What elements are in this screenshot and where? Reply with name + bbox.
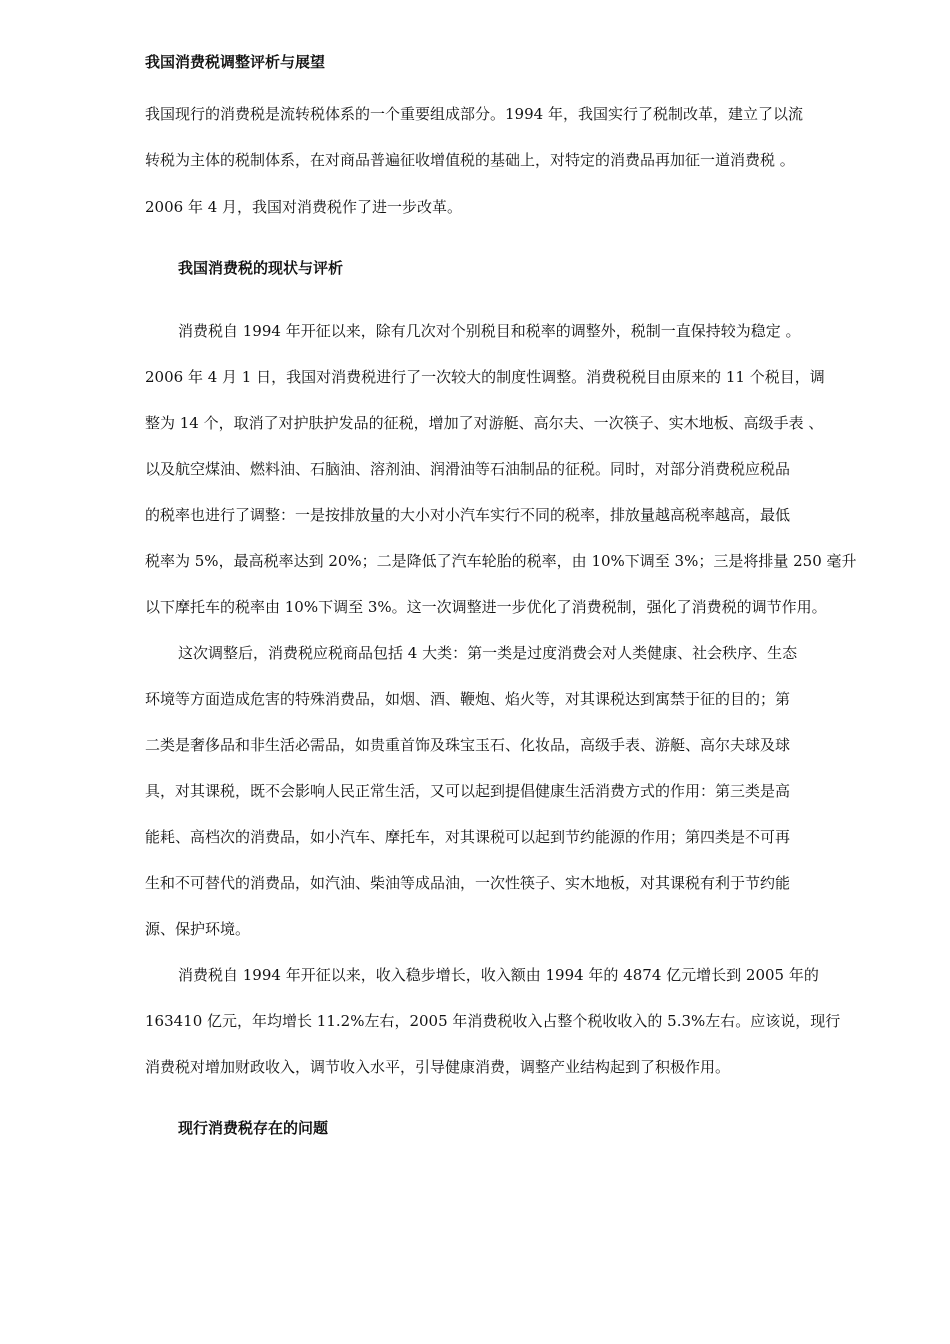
paragraph-line: 具，对其课税，既不会影响人民正常生活，又可以起到提倡健康生活消费方式的作用：第三类是高 — [145, 782, 791, 800]
intro-line: 转税为主体的税制体系，在对商品普遍征收增值税的基础上，对特定的消费品再加征一道消费税 。 — [145, 151, 795, 169]
paragraph-line: 2006 年 4 月 1 日，我国对消费税进行了一次较大的制度性调整。消费税税目由原来的 11 个税目，调 — [145, 368, 825, 386]
paragraph-line: 整为 14 个，取消了对护肤护发品的征税，增加了对游艇、高尔夫、一次筷子、实木地板、高级手表 、 — [145, 414, 824, 432]
document-title: 我国消费税调整评析与展望 — [145, 53, 326, 71]
paragraph-line: 以及航空煤油、燃料油、石脑油、溶剂油、润滑油等石油制品的征税。同时，对部分消费税应税品 — [145, 460, 791, 478]
paragraph-line: 消费税自 1994 年开征以来，收入稳步增长，收入额由 1994 年的 4874 亿元增长到 2005 年的 — [178, 966, 819, 984]
section-heading: 现行消费税存在的问题 — [178, 1119, 329, 1137]
paragraph-line: 以下摩托车的税率由 10%下调至 3%。这一次调整进一步优化了消费税制，强化了消费税的调节作用。 — [145, 598, 827, 616]
intro-line: 2006 年 4 月，我国对消费税作了进一步改革。 — [145, 198, 463, 216]
paragraph-line: 税率为 5%，最高税率达到 20%；二是降低了汽车轮胎的税率，由 10%下调至 3%；三是将排量 250 毫升 — [145, 552, 857, 570]
paragraph-line: 消费税对增加财政收入，调节收入水平，引导健康消费，调整产业结构起到了积极作用。 — [145, 1058, 731, 1076]
paragraph-line: 源、保护环境。 — [145, 920, 251, 938]
paragraph-line: 生和不可替代的消费品，如汽油、柴油等成品油，一次性筷子、实木地板，对其课税有利于节约能 — [145, 874, 791, 892]
paragraph-line: 的税率也进行了调整：一是按排放量的大小对小汽车实行不同的税率，排放量越高税率越高，最低 — [145, 506, 791, 524]
paragraph-line: 163410 亿元，年均增长 11.2%左右，2005 年消费税收入占整个税收收入的 5.3%左右。应该说，现行 — [145, 1012, 841, 1030]
paragraph-line: 这次调整后，消费税应税商品包括 4 大类：第一类是过度消费会对人类健康、社会秩序、生态 — [178, 644, 798, 662]
paragraph-line: 能耗、高档次的消费品，如小汽车、摩托车，对其课税可以起到节约能源的作用；第四类是不可再 — [145, 828, 791, 846]
paragraph-line: 消费税自 1994 年开征以来，除有几次对个别税目和税率的调整外，税制一直保持较为稳定 。 — [178, 322, 801, 340]
section-heading: 我国消费税的现状与评析 — [178, 259, 344, 277]
paragraph-line: 二类是奢侈品和非生活必需品，如贵重首饰及珠宝玉石、化妆品，高级手表、游艇、高尔夫球及球 — [145, 736, 791, 754]
intro-line: 我国现行的消费税是流转税体系的一个重要组成部分。1994 年，我国实行了税制改革，建立了以流 — [145, 105, 803, 123]
paragraph-line: 环境等方面造成危害的特殊消费品，如烟、酒、鞭炮、焰火等，对其课税达到寓禁于征的目的；第 — [145, 690, 791, 708]
